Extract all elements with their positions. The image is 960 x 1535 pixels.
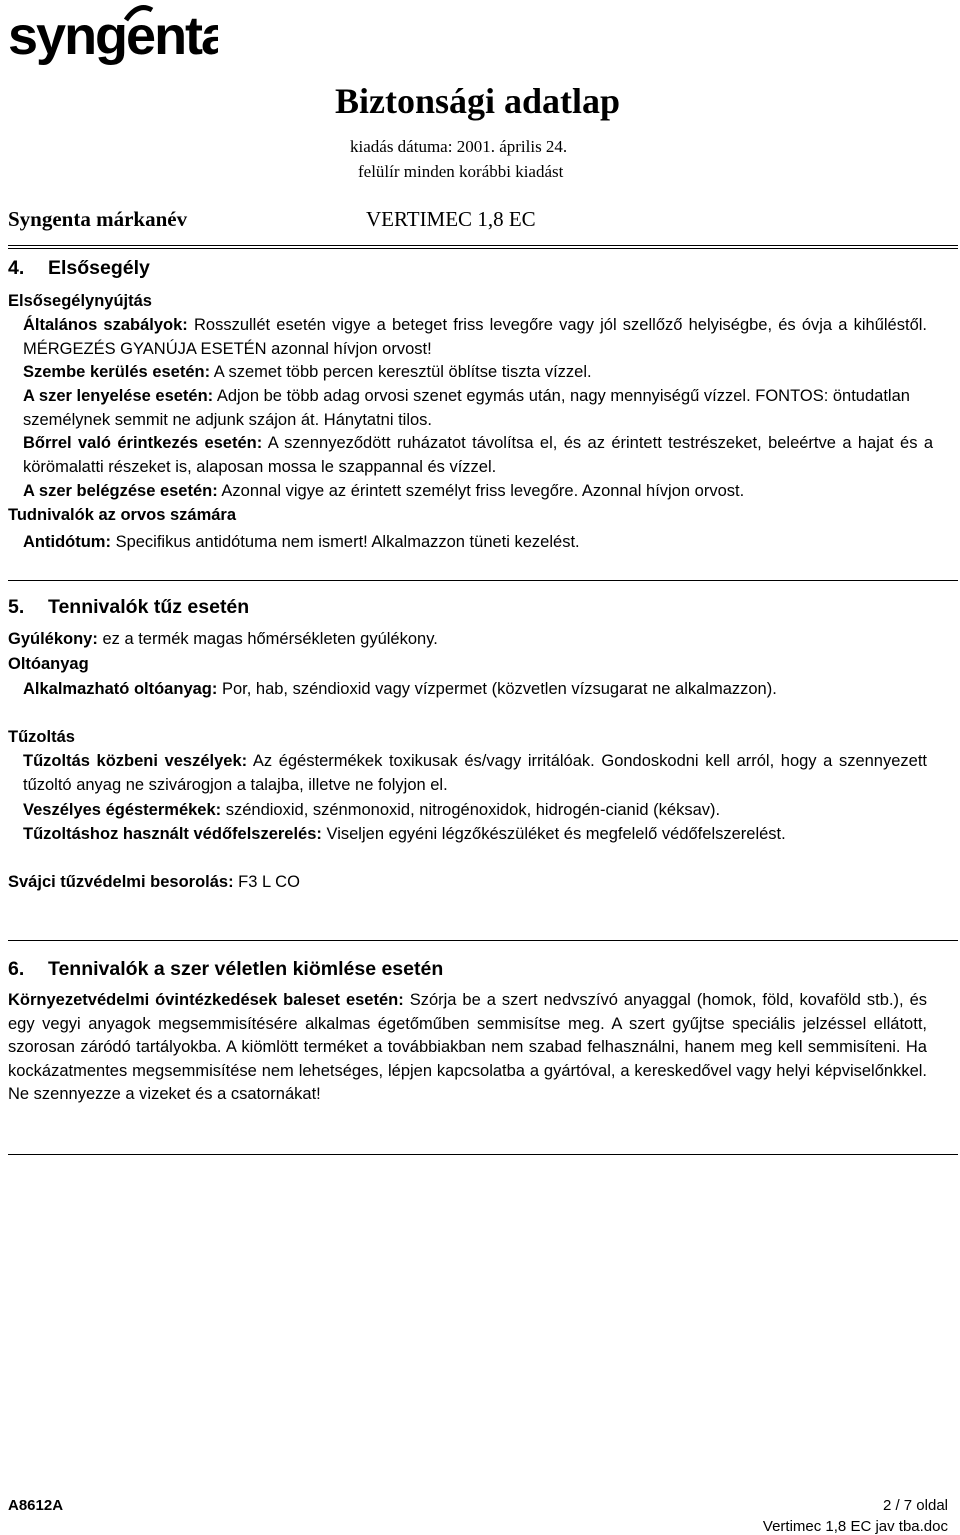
section-4-sub-first-aid: Elsősegélynyújtás [8,292,152,310]
skin-contact-text: A szennyeződött ruházatot távolítsa el, és az érintett testrészeket, beleértve a hajat és a körömalatti részeket is, alaposan mossa le szappannal és vízzel. [23,434,933,476]
firefighting-hazards-paragraph [23,750,927,797]
section-6-number: 6. [8,958,25,980]
section-6-heading [8,958,443,981]
eye-contact-text: A szemet több percen keresztül öblítse tiszta vízzel. [210,363,592,381]
logo-wordmark: syngenta [8,6,218,66]
section-4-title: Elsősegély [48,257,150,279]
protective-equipment-text: Viseljen egyéni légzőkészüléket és megfelelő védőfelszerelést. [321,825,786,843]
section-4-sub-doctor: Tudnivalók az orvos számára [8,506,237,524]
flammable-label: Gyúlékony: [8,630,98,648]
section-5-number: 5. [8,596,25,618]
eye-contact-paragraph [23,361,927,385]
general-rules-text: Rosszullét esetén vigye a beteget friss levegőre vagy jól szellőző helyiségbe, és óvja a kihűléstől. MÉRGEZÉS GYANÚJA ESETÉN azonnal hívjon orvost! [23,316,927,358]
inhalation-text: Azonnal vigye az érintett személyt friss levegőre. Azonnal hívjon orvost. [217,482,745,500]
section-5-title: Tennivalók tűz esetén [48,596,250,618]
footer-document-code: A8612A [8,1497,64,1514]
flammable-paragraph [8,628,938,652]
section-4-divider [8,580,958,581]
inhalation-paragraph [23,480,933,504]
document-title: Biztonsági adatlap [335,81,621,121]
general-rules-paragraph [23,314,927,361]
section-4-number: 4. [8,257,25,279]
eye-contact-label: Szembe kerülés esetén: [23,363,211,381]
section-5-divider [8,940,958,941]
extinguishing-media-paragraph [23,678,927,702]
syngenta-logo-icon [8,2,218,66]
extinguishing-media-label: Alkalmazható oltóanyag: [23,680,218,698]
issue-date: kiadás dátuma: 2001. április 24. [350,137,568,156]
swallow-label: A szer lenyelése esetén: [23,387,214,405]
swiss-classification-text: F3 L CO [233,873,300,891]
section-6-title: Tennivalók a szer véletlen kiömlése esetén [48,958,444,980]
footer-page-number: 2 / 7 oldal [882,1497,948,1514]
extinguishing-media-text: Por, hab, széndioxid vagy vízpermet (közvetlen vízsugarat ne alkalmazzon). [217,680,777,698]
antidote-label: Antidótum: [23,533,111,551]
section-5-sub-firefighting: Tűzoltás [8,728,75,746]
combustion-products-label: Veszélyes égéstermékek: [23,801,222,819]
swallow-paragraph [23,385,933,432]
inhalation-label: A szer belégzése esetén: [23,482,218,500]
section-5-sub-media: Oltóanyag [8,655,89,673]
environmental-precautions-text: Szórja be a szert nedvszívó anyaggal (homok, föld, kovaföld stb.), és egy vegyi anyagok megsemmisítésére alkalmas égetőműben semmisítse meg. A szert gyűjtse speciális jelzéssel ellátott, szorosan záródó tartályokba. A kiömlött terméket a továbbiakban nem szabad felhasználni, hanem meg kell semmisíteni. Ha kockázatmentes megsemmisítése nem lehetséges, lépjen kapcsolatba a gyártóval, a kereskedővel vagy helyi képviselőnkkel. Ne szennyezze a vizeket és a csatornákat! [8,991,928,1104]
environmental-precautions-label: Környezetvédelmi óvintézkedések baleset esetén: [8,991,404,1009]
swallow-text: Adjon be több adag orvosi szenet egymás után, nagy mennyiségű vízzel. FONTOS: öntudatlan személynek semmit ne adjunk szájon át. Hánytatni tilos. [23,387,910,429]
product-name: VERTIMEC 1,8 EC [366,207,536,231]
skin-contact-label: Bőrrel való érintkezés esetén: [23,434,263,452]
firefighting-hazards-label: Tűzoltás közbeni veszélyek: [23,752,248,770]
section-6-divider [8,1154,958,1155]
header-divider [8,245,958,249]
firefighting-hazards-text: Az égéstermékek toxikusak és/vagy irritálóak. Gondoskodni kell arról, hogy a szennyezett tűzoltó anyag ne szivárogjon a talajba, illetve ne folyjon el. [23,752,928,794]
syngenta-logo [8,2,218,66]
flammable-text: ez a termék magas hőmérsékleten gyúlékony. [97,630,438,648]
swiss-classification-paragraph [8,871,938,895]
protective-equipment-paragraph [23,823,927,847]
antidote-text: Specifikus antidótuma nem ismert! Alkalmazzon tüneti kezelést. [110,533,580,551]
swiss-classification-label: Svájci tűzvédelmi besorolás: [8,873,234,891]
brand-label: Syngenta márkanév [8,207,188,231]
environmental-precautions-paragraph [8,989,927,1107]
skin-contact-paragraph [23,432,933,479]
section-4-heading [8,257,150,280]
combustion-products-text: széndioxid, szénmonoxid, nitrogénoxidok, hidrogén-cianid (kéksav). [221,801,721,819]
combustion-products-paragraph [23,799,933,823]
supersedes-note: felülír minden korábbi kiadást [358,162,564,181]
protective-equipment-label: Tűzoltáshoz használt védőfelszerelés: [23,825,322,843]
footer-file-name: Vertimec 1,8 EC jav tba.doc [762,1518,948,1535]
general-rules-label: Általános szabályok: [23,316,188,334]
antidote-paragraph [23,531,933,555]
section-5-heading [8,596,249,619]
